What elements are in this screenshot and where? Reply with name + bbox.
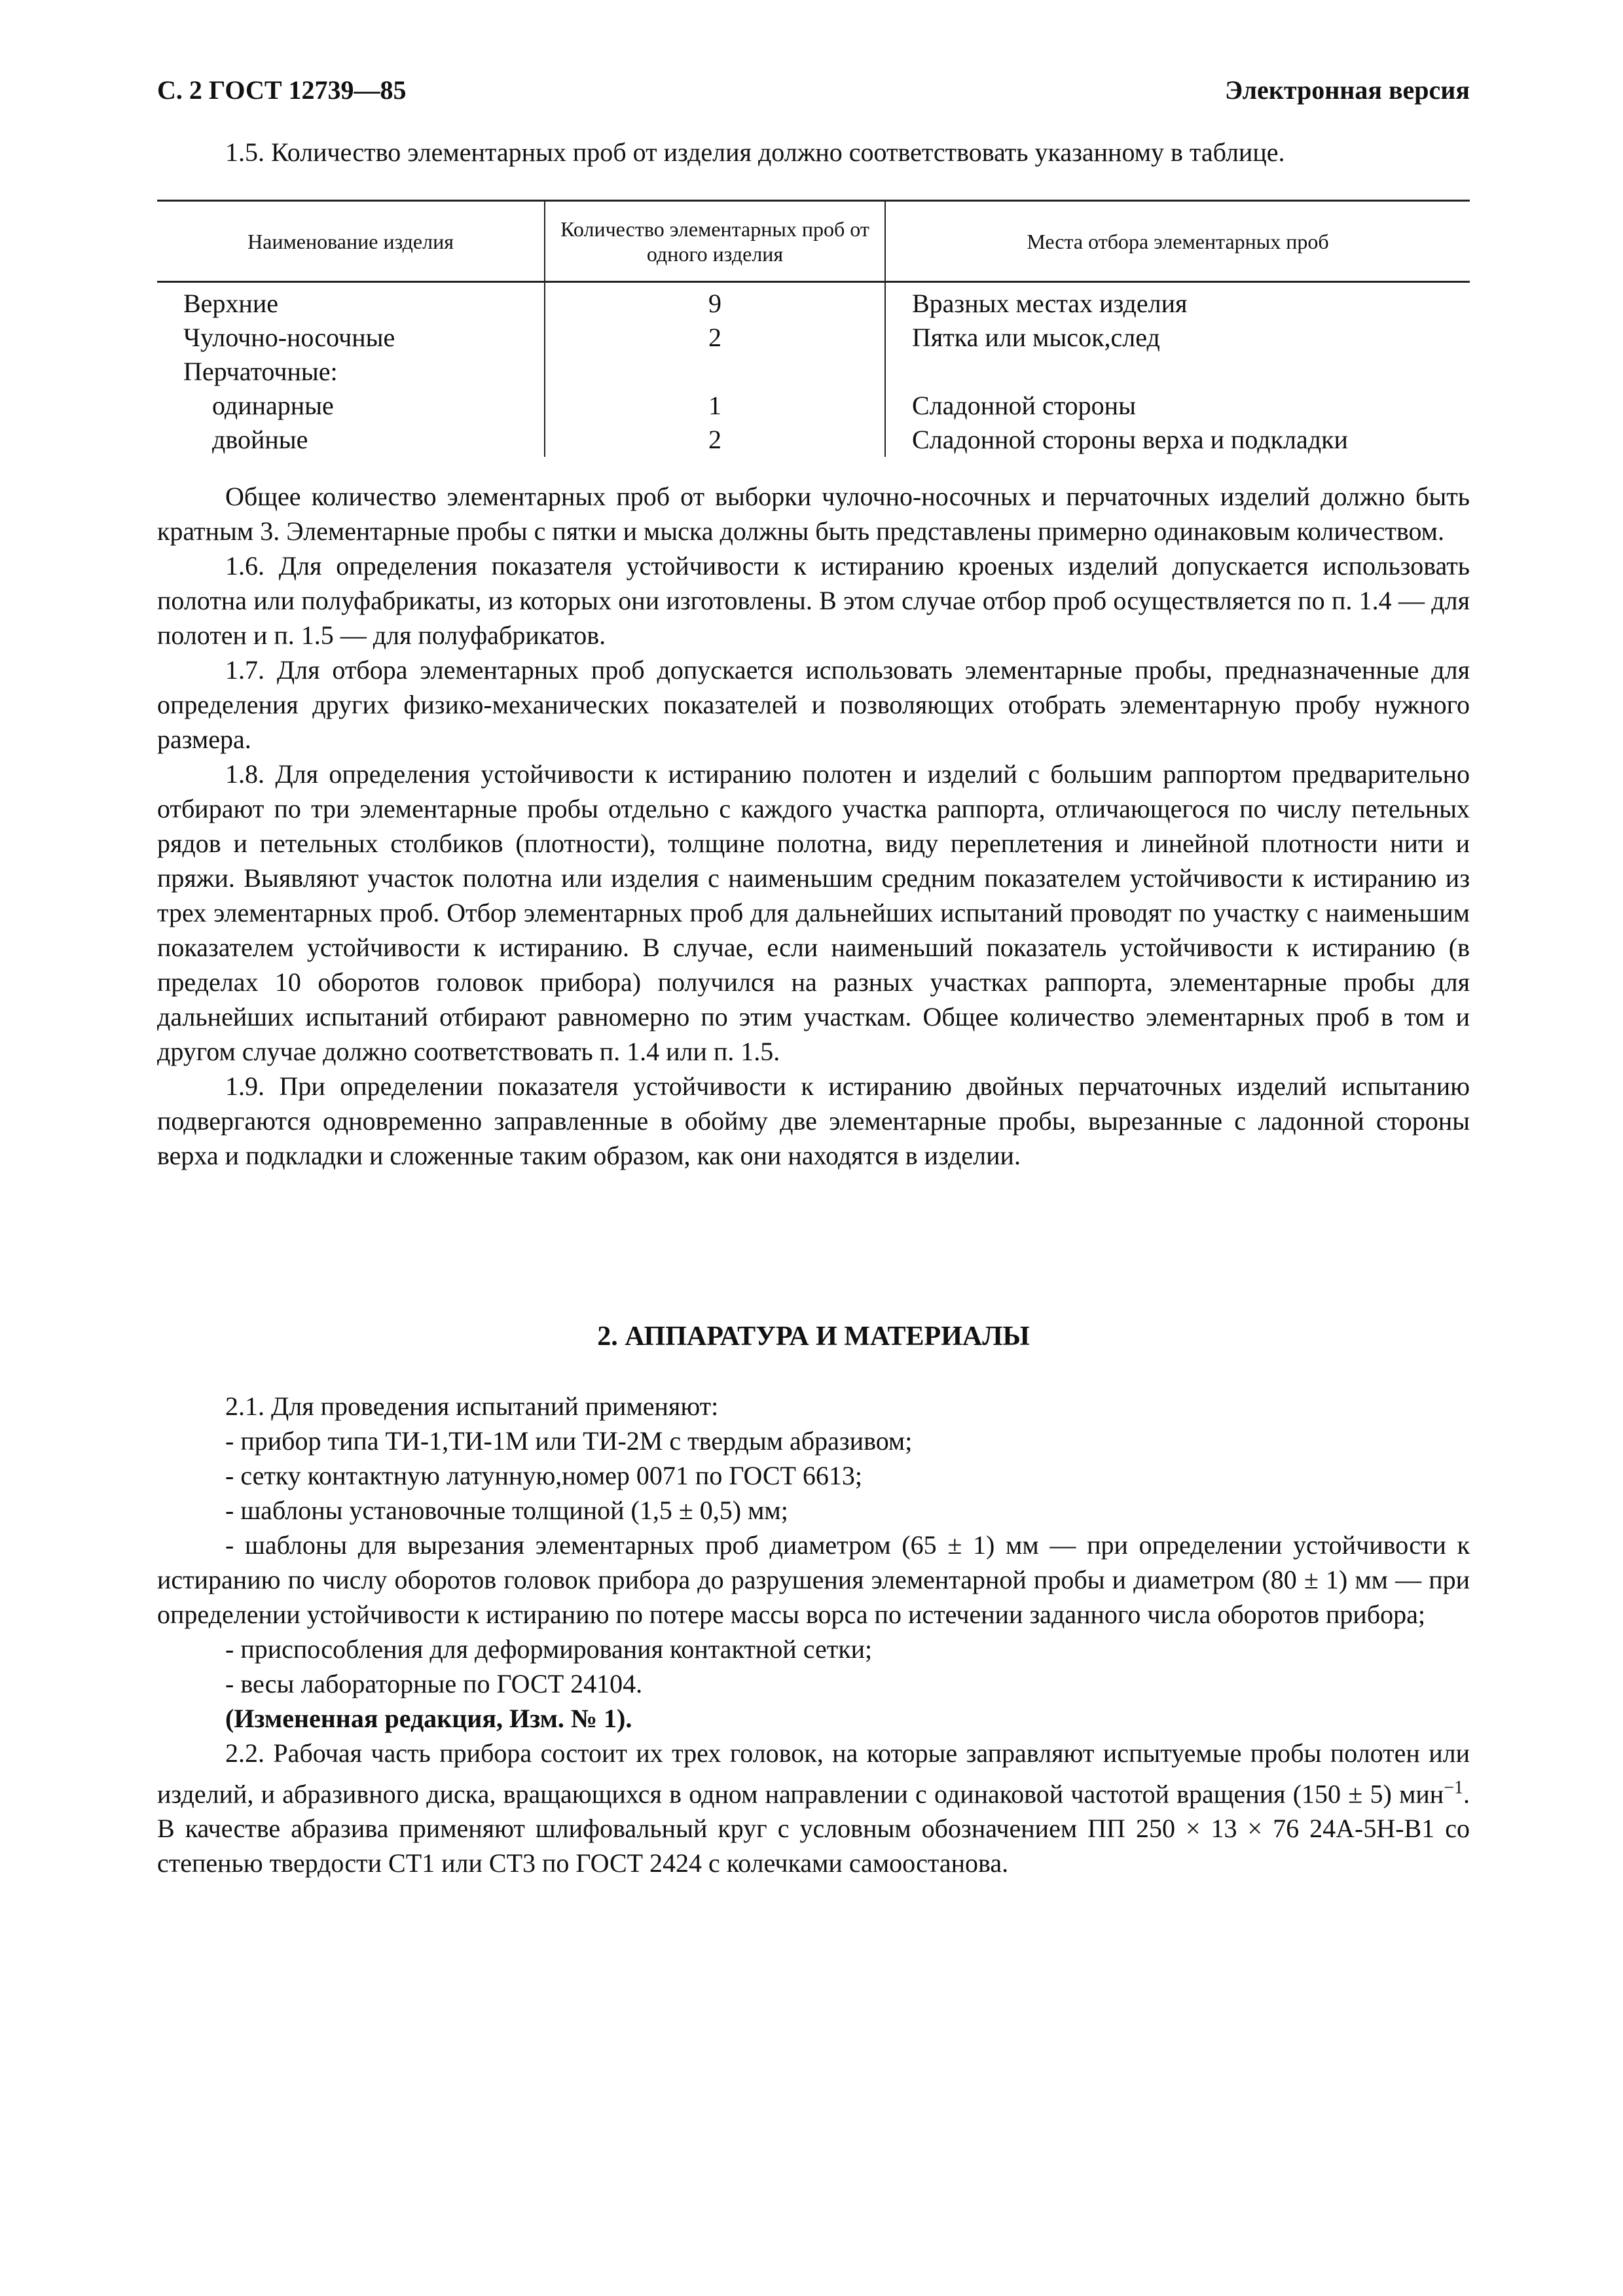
- paragraph-2-2: [157, 1736, 1470, 1880]
- table-cell-place: Вразных местах изделия: [885, 282, 1470, 321]
- table-cell-qty: 1: [545, 389, 885, 423]
- section-2-text: [157, 1389, 1470, 1880]
- unit-exponent: −1: [1444, 1778, 1463, 1798]
- intro-block: [157, 135, 1470, 170]
- table-header-cell: Количество элементарных проб от одного изделия: [545, 201, 885, 282]
- table-cell-qty: 2: [545, 423, 885, 457]
- table-cell-place: Сладонной стороны верха и подкладки: [885, 423, 1470, 457]
- table-row: [157, 423, 1470, 457]
- list-item: - шаблоны установочные толщиной (1,5 ± 0,5) мм;: [225, 1496, 788, 1525]
- paragraph-1-9: 1.9. При определении показателя устойчивости к истиранию двойных перчаточных изделий испытанию подвергаются одновременно заправленные в обойму две элементарные пробы, вырезанные с ладонной стороны верха и подкладки и сложенные таким образом, как они находятся в изделии.: [157, 1071, 1470, 1170]
- table-cell-qty: 2: [545, 321, 885, 355]
- table-cell-name: Чулочно-носочные: [183, 323, 395, 352]
- table-row: [157, 282, 1470, 321]
- list-item: - прибор типа ТИ-1,ТИ-1М или ТИ-2М с твердым абразивом;: [225, 1426, 913, 1456]
- paragraph-1-5: 1.5. Количество элементарных проб от изделия должно соответствовать указанному в таблице.: [225, 137, 1285, 167]
- list-item: - весы лабораторные по ГОСТ 24104.: [225, 1669, 643, 1698]
- section-2-title: 2. АППАРАТУРА И МАТЕРИАЛЫ: [597, 1321, 1030, 1352]
- table-cell-qty: 9: [545, 282, 885, 321]
- paragraph-1-6: 1.6. Для определения показателя устойчивости к истиранию кроеных изделий допускается использовать полотна или полуфабрикаты, из которых они изготовлены. В этом случае отбор проб осуществляется по п. 1.4 — для полотен и п. 1.5 — для полуфабрикатов.: [157, 551, 1470, 650]
- table-header-cell: Наименование изделия: [157, 201, 545, 282]
- table-cell-name: Перчаточные:: [183, 357, 338, 386]
- table-header-row: [157, 201, 1470, 282]
- paragraph-1-8: 1.8. Для определения устойчивости к истиранию полотен и изделий с большим раппортом предварительно отбирают по три элементарные пробы отдельно с каждого участка раппорта, отличающегося по числу петельных рядов и петельных столбиков (плотности), толщине полотна, виду переплетения и линейной плотности нити и пряжи. Выявляют участок полотна или изделия с наименьшим средним показателем устойчивости к истиранию из трех элементарных проб. Отбор элементарных проб для дальнейших испытаний проводят по участку с наименьшим показателем устойчивости к истиранию. В случае, если наименьший показатель устойчивости к истиранию (в пределах 10 оборотов головок прибора) получился на разных участках раппорта, элементарные пробы для дальнейших испытаний отбирают равномерно по этим участкам. Общее количество элементарных проб в том и другом случае должно соответствовать п. 1.4 или п. 1.5.: [157, 759, 1470, 1066]
- table-header-cell: Места отбора элементарных проб: [885, 201, 1470, 282]
- table-cell-qty: [545, 355, 885, 389]
- table-row: [157, 321, 1470, 355]
- table-row: [157, 389, 1470, 423]
- table-cell-place: Пятка или мысок,след: [885, 321, 1470, 355]
- header-left: С. 2 ГОСТ 12739—85: [157, 75, 407, 105]
- list-item: - приспособления для деформирования контактной сетки;: [225, 1634, 873, 1664]
- table-cell-place: [885, 355, 1470, 389]
- paragraph-2-2-start: 2.2. Рабочая часть прибора состоит их трех головок, на которые заправляют испытуемые пробы полотен или изделий, и абразивного диска, вращающихся в одном направлении с одинаковой частотой вращения (150 ± 5) мин: [157, 1738, 1470, 1809]
- table-cell-name: двойные: [212, 425, 308, 454]
- table-cell-place: Сладонной стороны: [885, 389, 1470, 423]
- table-row: [157, 355, 1470, 389]
- paragraph-2-2-end: . В качестве абразива применяют шлифовальный круг с условным обозначением ПП 250 × 13 × 76 24А-5Н-В1 со степенью твердости СТ1 или СТ3 по ГОСТ 2424 с колечками самоостанова.: [157, 1779, 1470, 1878]
- header-right: Электронная версия: [1224, 75, 1470, 105]
- list-item: - шаблоны для вырезания элементарных проб диаметром (65 ± 1) мм — при определении устойчивости к истиранию по числу оборотов головок прибора до разрушения элементарной пробы и диаметром (80 ± 1) мм — при определении устойчивости к истиранию по потере массы ворса по истечении заданного числа оборотов прибора;: [157, 1530, 1470, 1629]
- list-item: - сетку контактную латунную,номер 0071 по ГОСТ 6613;: [225, 1461, 863, 1490]
- table-cell-name: Верхние: [183, 289, 278, 318]
- paragraph-2-1: 2.1. Для проведения испытаний применяют:: [225, 1391, 719, 1421]
- paragraph-1-7: 1.7. Для отбора элементарных проб допускается использовать элементарные пробы, предназначенные для определения других физико-механических показателей и позволяющих отобрать элементарную пробу нужного размера.: [157, 655, 1470, 754]
- section-1-text: [157, 479, 1470, 1173]
- table-cell-name: одинарные: [212, 391, 334, 420]
- page-header: [157, 75, 1470, 105]
- amendment-note: (Измененная редакция, Изм. № 1).: [225, 1704, 632, 1733]
- paragraph-total: Общее количество элементарных проб от выборки чулочно-носочных и перчаточных изделий должно быть кратным 3. Элементарные пробы с пятки и мыска должны быть представлены примерно одинаковым количеством.: [157, 482, 1470, 546]
- sampling-table: [157, 200, 1470, 457]
